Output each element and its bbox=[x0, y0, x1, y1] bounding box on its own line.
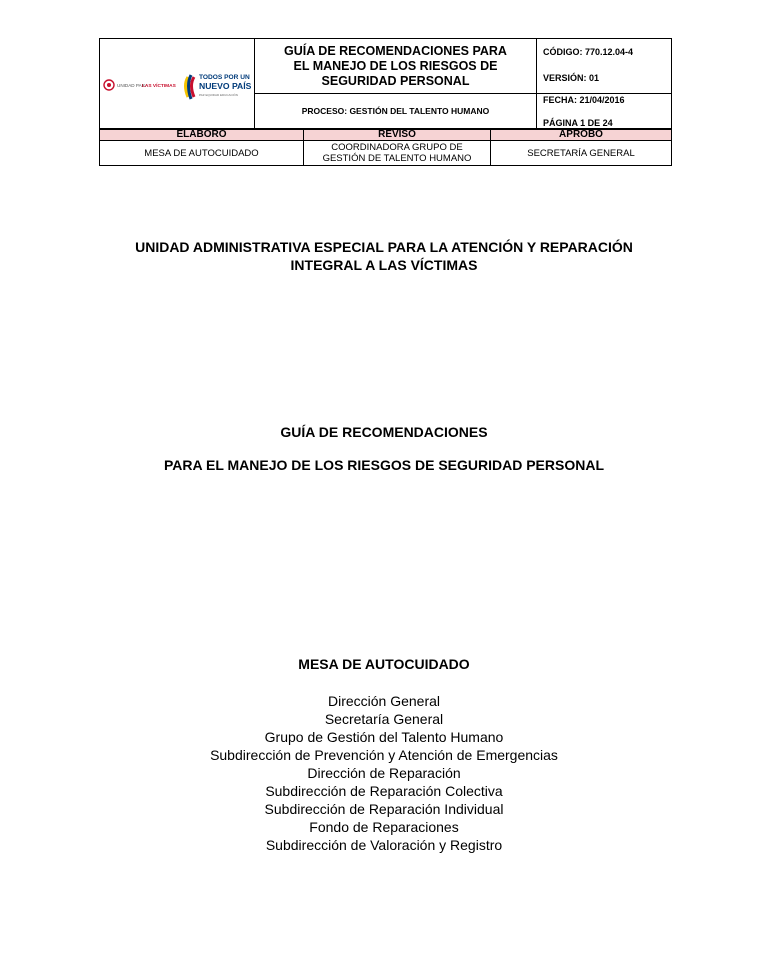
group-title: MESA DE AUTOCUIDADO bbox=[298, 656, 470, 672]
document-header-table bbox=[99, 38, 672, 129]
code-cell bbox=[537, 39, 672, 94]
guide-title: GUÍA DE RECOMENDACIONES bbox=[280, 424, 488, 440]
document-title-line: SEGURIDAD PERSONAL bbox=[321, 73, 470, 88]
entity-logo bbox=[102, 65, 252, 105]
document-process: PROCESO: GESTIÓN DEL TALENTO HUMANO bbox=[301, 106, 490, 116]
logo-paz-text: PAZ EQUIDAD EDUCACIÓN bbox=[199, 93, 238, 97]
list-item: Fondo de Reparaciones bbox=[309, 819, 459, 835]
date-page-cell bbox=[537, 94, 672, 129]
reviso-line: GESTIÓN DE TALENTO HUMANO bbox=[322, 153, 472, 164]
signoff-table bbox=[99, 129, 672, 166]
list-item: Dirección de Reparación bbox=[307, 765, 461, 781]
logo-unidad-text: UNIDAD PARA bbox=[117, 83, 149, 88]
list-item: Subdirección de Prevención y Atención de Emergencias bbox=[210, 747, 558, 763]
document-date: FECHA: 21/04/2016 bbox=[543, 94, 625, 105]
list-item: Subdirección de Reparación Individual bbox=[264, 801, 504, 817]
logo-victimas-text: LAS VÍCTIMAS bbox=[142, 84, 176, 89]
document-title-line: GUÍA DE RECOMENDACIONES PARA bbox=[284, 43, 507, 58]
reviso-value bbox=[304, 141, 491, 166]
document-title-cell bbox=[255, 39, 537, 94]
document-page: PÁGINA 1 DE 24 bbox=[543, 117, 613, 128]
logo-cell bbox=[100, 39, 255, 129]
list-item: Subdirección de Reparación Colectiva bbox=[265, 783, 503, 799]
entity-name-line: INTEGRAL A LAS VÍCTIMAS bbox=[290, 257, 478, 273]
document-title-line: EL MANEJO DE LOS RIESGOS DE bbox=[293, 58, 498, 73]
process-cell bbox=[255, 94, 537, 129]
member-list bbox=[0, 692, 768, 854]
list-item: Secretaría General bbox=[324, 711, 444, 727]
reviso-line: COORDINADORA GRUPO DE bbox=[331, 142, 463, 153]
document-code: CÓDIGO: 770.12.04-4 bbox=[543, 47, 634, 57]
list-item: Grupo de Gestión del Talento Humano bbox=[264, 729, 504, 745]
logo-nuevo-pais-text: NUEVO PAÍS bbox=[199, 81, 252, 91]
list-item: Dirección General bbox=[327, 693, 441, 709]
elaboro-label: ELABORO bbox=[100, 130, 304, 141]
guide-subtitle: PARA EL MANEJO DE LOS RIESGOS DE SEGURIDAD PERSONAL bbox=[163, 457, 605, 473]
aprobo-label: APROBO bbox=[491, 130, 672, 141]
elaboro-value: MESA DE AUTOCUIDADO bbox=[100, 141, 304, 166]
reviso-label: REVISO bbox=[304, 130, 491, 141]
document-version: VERSIÓN: 01 bbox=[543, 73, 600, 83]
entity-name-line: UNIDAD ADMINISTRATIVA ESPECIAL PARA LA ATENCIÓN Y REPARACIÓN bbox=[135, 239, 633, 255]
logo-todos-text: TODOS POR UN bbox=[199, 74, 250, 81]
aprobo-value: SECRETARÍA GENERAL bbox=[491, 141, 672, 166]
list-item: Subdirección de Valoración y Registro bbox=[265, 837, 503, 853]
entity-name bbox=[0, 238, 768, 274]
